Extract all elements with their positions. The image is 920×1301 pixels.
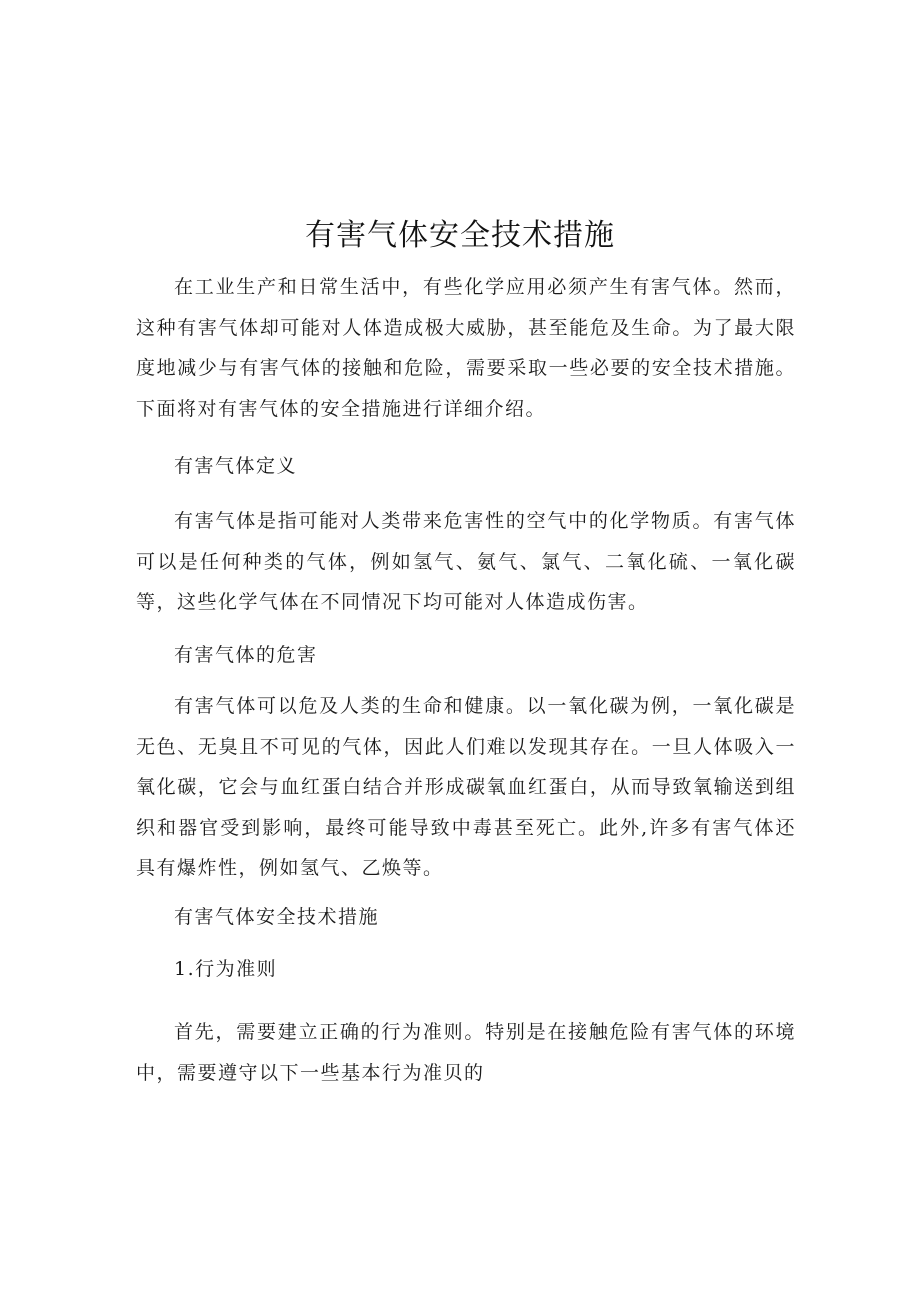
section-heading-definition: 有害气体定义 xyxy=(174,455,298,477)
section-heading-measures: 有害气体安全技术措施 xyxy=(174,906,380,928)
subsection-heading-rules: 1.行为准则 xyxy=(174,958,278,980)
document-title: 有害气体安全技术措施 xyxy=(305,218,615,253)
definition-paragraph: 有害气体是指可能对人类带来危害性的空气中的化学物质。有害气体可以是任何种类的气体，例如氢气、氨气、氯气、二氧化硫、一氧化碳等，这些化学气体在不同情况下均可能对人体造成伤害。 xyxy=(136,510,796,613)
hazards-paragraph: 有害气体可以危及人类的生命和健康。以一氧化碳为例，一氧化碳是无色、无臭且不可见的气体，因此人们难以发现其存在。一旦人体吸入一氧化碳，它会与血红蛋白结合并形成碳氧血红蛋白，从而导致氧输送到组织和器官受到影响，最终可能导致中毒甚至死亡。此外,许多有害气体还具有爆炸性，例如氢气、乙焕等。 xyxy=(136,695,796,879)
rules-paragraph: 首先，需要建立正确的行为准则。特别是在接触危险有害气体的环境中，需要遵守以下一些基本行为准贝的 xyxy=(136,1021,796,1084)
section-heading-hazards: 有害气体的危害 xyxy=(174,644,318,666)
intro-paragraph: 在工业生产和日常生活中，有些化学应用必须产生有害气体。然而，这种有害气体却可能对人体造成极大威胁，甚至能危及生命。为了最大限度地减少与有害气体的接触和危险，需要采取一些必要的安全技术措施。下面将对有害气体的安全措施进行详细介绍。 xyxy=(136,276,796,420)
